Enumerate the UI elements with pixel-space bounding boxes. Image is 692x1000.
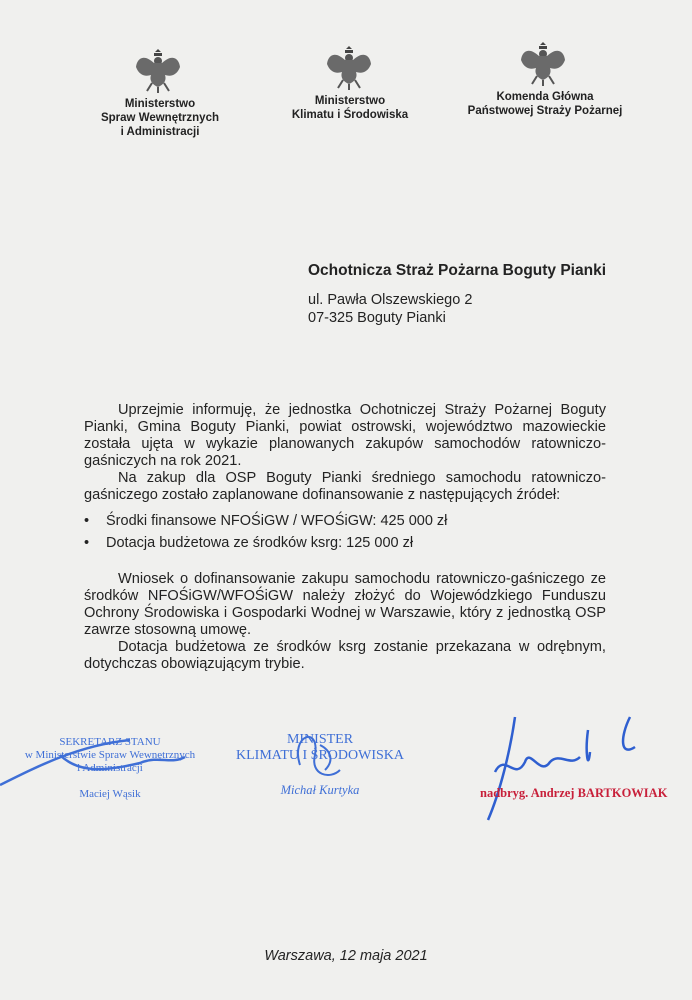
header-ministry-interior — [95, 97, 225, 139]
header-line: Ministerstwo — [314, 95, 386, 107]
recipient-name: Ochotnicza Straż Pożarna Boguty Pianki — [308, 262, 607, 279]
handwritten-signature-1 — [0, 735, 200, 795]
body-section-1 — [84, 402, 606, 504]
header-line: Spraw Wewnętrznych — [100, 112, 219, 124]
paragraph: Dotacja budżetowa ze środków ksrg zostanie przekazana w odrębnym, dotychczas obowiązującym trybie. — [84, 639, 606, 672]
list-item: • Środki finansowe NFOŚiGW / WFOŚiGW: 425 000 zł — [84, 510, 447, 532]
stamp-line: MINISTER — [286, 732, 354, 747]
header-line: Państwowej Straży Pożarnej — [467, 105, 623, 117]
header-ministry-climate — [280, 94, 420, 122]
header-line: Komenda Główna — [496, 91, 594, 103]
stamp-line: SEKRETARZ STANU — [59, 736, 161, 748]
recipient-city: 07-325 Boguty Pianki — [308, 310, 446, 326]
handwritten-signature-3 — [470, 712, 650, 822]
body-section-2 — [84, 571, 606, 673]
paragraph: Na zakup dla OSP Boguty Pianki średniego samochodu ratowniczo-gaśniczego zostało zaplanowane dofinansowanie z następujących źródeł: — [84, 470, 606, 503]
eagle-emblem-icon — [326, 42, 372, 92]
header-line: Ministerstwo — [124, 98, 196, 110]
eagle-emblem-icon — [135, 45, 181, 95]
header-line: i Administracji — [120, 126, 200, 138]
list-item: • Dotacja budżetowa ze środków ksrg: 125 000 zł — [84, 532, 447, 554]
stamp-line: w Ministerstwie Spraw Wewnętrznych — [24, 749, 196, 761]
header-fire-service — [455, 90, 635, 118]
paragraph: Wniosek o dofinansowanie zakupu samochodu ratowniczo-gaśniczego ze środków NFOŚiGW/WFOŚiGW należy złożyć do Wojewódzkiego Funduszu Ochrony Środowiska i Gospodarki Wodnej w Warszawie, który z jednostką OSP zawrze stosowną umowę. — [84, 571, 606, 638]
funding-list — [84, 510, 447, 554]
signer-name: Maciej Wąsik — [79, 788, 141, 800]
stamp-line: i Administracji — [77, 762, 143, 774]
handwritten-signature-2 — [280, 725, 360, 785]
signer-name: Michał Kurtyka — [280, 783, 360, 797]
eagle-emblem-icon — [520, 38, 566, 88]
header-line: Klimatu i Środowiska — [291, 109, 409, 121]
stamp-line: KLIMATU I ŚRODOWISKA — [236, 748, 404, 763]
date-place: Warszawa, 12 maja 2021 — [264, 948, 428, 964]
signer-name: nadbryg. Andrzej BARTKOWIAK — [480, 786, 668, 800]
paragraph: Uprzejmie informuję, że jednostka Ochotniczej Straży Pożarnej Boguty Pianki, Gmina Boguty Pianki, powiat ostrowski, województwo mazowieckie została ujęta w wykazie planowanych zakupów samochodów ratowniczo-gaśniczych na rok 2021. — [84, 402, 606, 469]
recipient-street: ul. Pawła Olszewskiego 2 — [308, 292, 473, 308]
